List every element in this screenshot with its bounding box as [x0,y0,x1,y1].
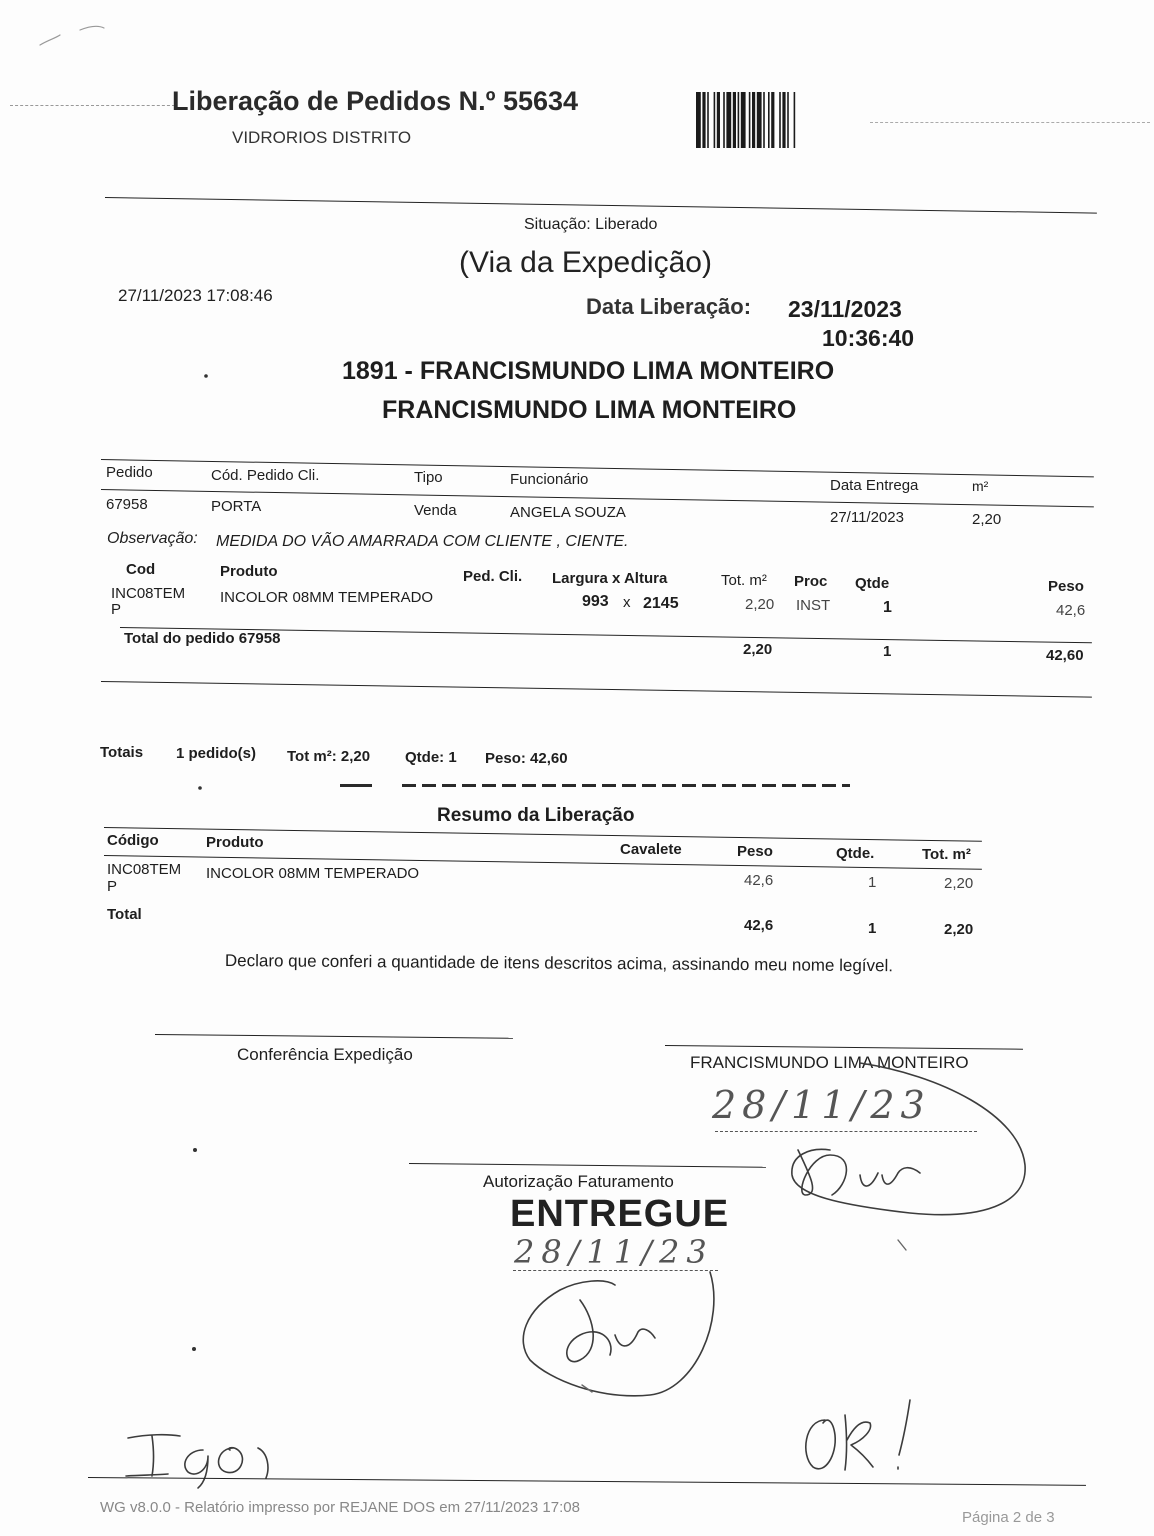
col-cod-pedido-cli-header: Cód. Pedido Cli. [211,467,320,484]
observacao-label: Observação: [107,530,198,547]
item-largura: 993 [582,593,609,610]
order-total-qtde: 1 [883,643,892,660]
client-line-1: 1891 - FRANCISMUNDO LIMA MONTEIRO [342,357,835,385]
item-altura: 2145 [643,595,679,612]
resumo-total-tot-m2: 2,20 [944,921,974,938]
resumo-col-tot-m2-header: Tot. m² [922,846,971,863]
order-data-entrega: 27/11/2023 [830,509,904,526]
resumo-qtde: 1 [868,874,877,891]
item-cod-line-1: INC08TEM [111,585,186,602]
order-total-m2: 2,20 [743,641,773,658]
order-m2: 2,20 [972,511,1002,528]
col-funcionario-header: Funcionário [510,471,589,488]
item-qtde: 1 [883,599,892,616]
col-cod-header: Cod [126,561,156,578]
resumo-codigo-line-1: INC08TEM [107,861,182,878]
col-data-entrega-header: Data Entrega [830,477,919,494]
order-cod-pedido-cli: PORTA [211,498,262,515]
resumo-col-qtde-header: Qtde. [836,845,875,862]
resumo-peso: 42,6 [744,872,774,889]
totals-qtde: Qtde: 1 [405,749,457,766]
order-funcionario: ANGELA SOUZA [510,504,626,521]
resumo-produto: INCOLOR 08MM TEMPERADO [206,865,420,882]
liberacao-time: 10:36:40 [822,325,915,351]
footer-page: Página 2 de 3 [962,1509,1055,1526]
order-pedido: 67958 [106,496,148,513]
resumo-total-qtde: 1 [868,920,877,937]
totals-pedidos: 1 pedido(s) [176,745,257,762]
col-m2-header: m² [972,478,989,494]
totals-label: Totais [100,744,144,761]
totals-m2: Tot m²: 2,20 [287,748,371,765]
resumo-codigo-line-2: P [107,878,118,895]
col-tipo-header: Tipo [414,469,443,486]
liberacao-label: Data Liberação: [586,294,752,319]
entregue-stamp: ENTREGUE [510,1193,730,1235]
footer-report: WG v8.0.0 - Relatório impresso por REJANE DOS em 27/11/2023 17:08 [100,1499,580,1516]
autorizacao-label: Autorização Faturamento [483,1172,674,1191]
item-produto: INCOLOR 08MM TEMPERADO [220,589,434,606]
resumo-col-produto-header: Produto [206,834,264,851]
col-produto-header: Produto [220,563,278,580]
declaration-text: Declaro que conferi a quantidade de itens descritos acima, assinando meu nome legível. [224,951,894,976]
item-tot-m2: 2,20 [745,596,775,613]
handwritten-date-stamp: 28/11/23 [514,1233,714,1271]
totals-peso: Peso: 42,60 [485,750,568,767]
resumo-tot-m2: 2,20 [944,875,974,892]
col-ped-cli-header: Ped. Cli. [463,568,523,585]
col-qtde-header: Qtde [855,575,890,592]
situacao-text: Situação: Liberado [524,216,658,233]
document-title: Liberação de Pedidos N.º 55634 [172,86,579,116]
client-line-2: FRANCISMUNDO LIMA MONTEIRO [382,396,797,424]
order-total-label: Total do pedido 67958 [124,630,281,647]
resumo-col-codigo-header: Código [107,832,159,849]
col-pedido-header: Pedido [106,464,153,481]
client-signature-name: FRANCISMUNDO LIMA MONTEIRO [690,1053,969,1072]
order-total-peso: 42,60 [1046,647,1084,664]
resumo-total-peso: 42,6 [744,917,774,934]
col-tot-m2-header: Tot. m² [721,572,767,589]
company-name: VIDRORIOS DISTRITO [232,128,412,147]
item-dimension-x: x [623,594,631,611]
col-proc-header: Proc [794,573,828,590]
resumo-title: Resumo da Liberação [437,805,635,826]
item-proc: INST [796,597,831,614]
col-peso-header: Peso [1048,578,1084,595]
handwritten-date-client: 28/11/23 [712,1083,931,1127]
liberacao-date: 23/11/2023 [788,296,902,322]
resumo-col-peso-header: Peso [737,843,773,860]
resumo-col-cavalete-header: Cavalete [620,841,682,858]
conferencia-label: Conferência Expedição [237,1045,413,1064]
item-peso: 42,6 [1056,602,1086,619]
via-text: (Via da Expedição) [459,246,712,279]
col-largura-altura-header: Largura x Altura [552,570,668,587]
order-tipo: Venda [414,502,457,519]
printed-timestamp: 27/11/2023 17:08:46 [118,286,273,305]
item-cod-line-2: P [111,601,122,618]
observacao-text: MEDIDA DO VÃO AMARRADA COM CLIENTE , CIENTE. [216,533,629,550]
resumo-total-label: Total [107,906,142,923]
